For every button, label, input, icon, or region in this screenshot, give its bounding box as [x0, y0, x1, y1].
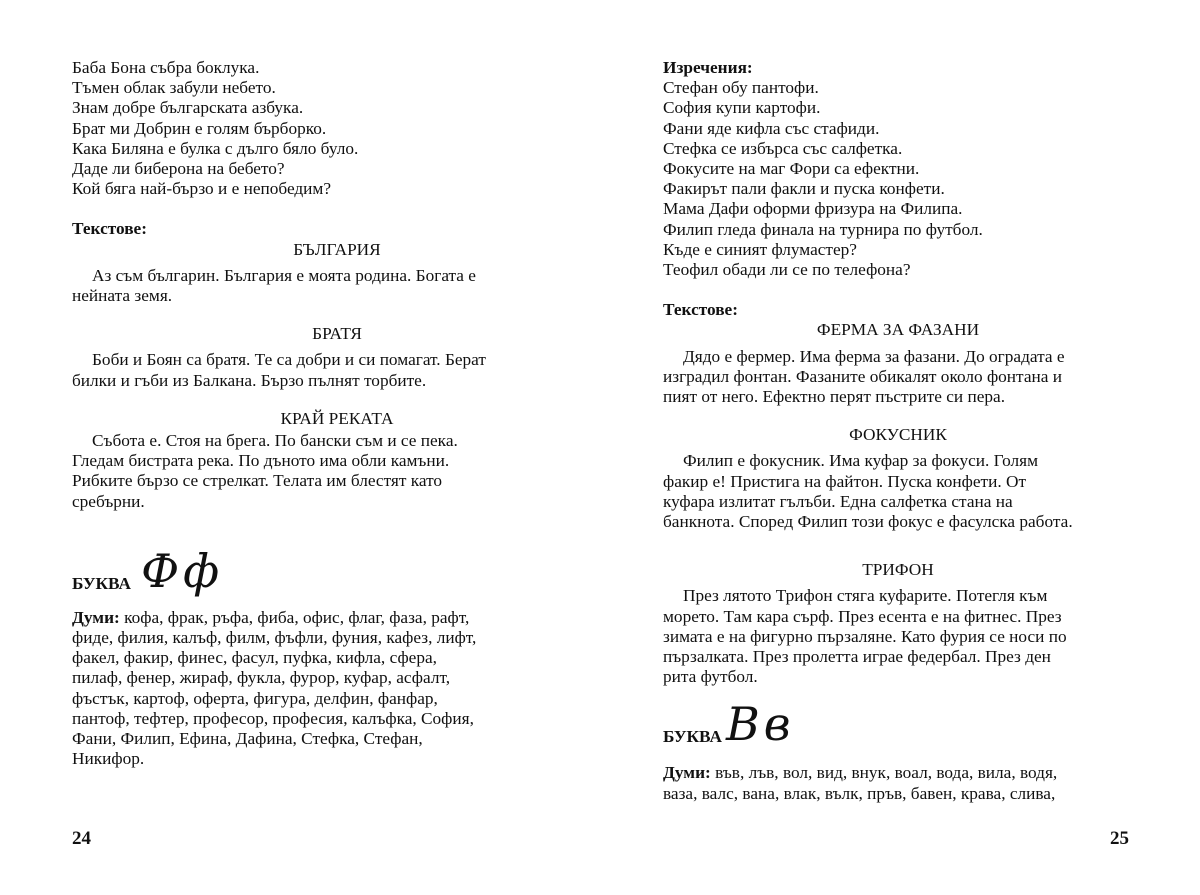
paragraph-line: пилаф, фенер, жираф, фукла, фурор, куфар, асфалт,: [72, 668, 451, 688]
words-text: във, лъв, вол, вид, внук, воал, вода, вила, водя,: [715, 763, 1058, 783]
sentence: Мама Дафи оформи фризура на Филипа.: [663, 199, 963, 219]
sentence: Фани яде кифла със стафиди.: [663, 118, 880, 138]
paragraph-line: Рибките бързо се стрелкат. Телата им блестят като: [72, 471, 443, 491]
sentence: Фокусите на маг Фори са ефектни.: [663, 159, 920, 179]
sentence: Стефан обу пантофи.: [663, 78, 819, 98]
letter-block: [72, 538, 602, 596]
text-title: ТРИФОН: [862, 560, 934, 580]
paragraph-line: зимата е на фигурно пързаляне. Като фурия се носи по: [663, 626, 1067, 646]
right-page-content: [663, 58, 1133, 804]
paragraph-line: рита футбол.: [663, 667, 758, 687]
words-block: [663, 763, 1133, 803]
text-title: БРАТЯ: [312, 324, 362, 344]
text-paragraph: [663, 347, 1133, 408]
sentence: Филип гледа финала на турнира по футбол.: [663, 219, 983, 239]
paragraph-line: Дядо е фермер. Има ферма за фазани. До оградата е: [683, 346, 1065, 366]
sentence-list: [663, 78, 1133, 280]
sentence: София купи картофи.: [663, 98, 821, 118]
letter-label: БУКВА: [663, 727, 722, 747]
paragraph-line: През лятото Трифон стяга куфарите. Потегля към: [683, 586, 1048, 606]
sentence: Къде е синият флумастер?: [663, 239, 857, 259]
text-title: ФОКУСНИК: [849, 425, 947, 445]
handwritten-letter: Фф: [140, 543, 224, 598]
sentence: Даде ли биберона на бебето?: [72, 159, 285, 179]
paragraph-line: сребърни.: [72, 491, 145, 511]
paragraph-line: Гледам бистрата река. По дъното има обли камъни.: [72, 451, 450, 471]
paragraph-line: ваза, валс, вана, влак, вълк, пръв, бавен, крава, слива,: [663, 783, 1056, 803]
letter-block: [663, 691, 1133, 752]
text-paragraph: [663, 451, 1133, 532]
paragraph-line: фиде, филия, калъф, филм, фъфли, фуния, кафез, лифт,: [72, 628, 477, 648]
paragraph-line: Събота е. Стоя на брега. По бански съм и се пека.: [92, 431, 458, 451]
sentence: Знам добре българската азбука.: [72, 98, 304, 118]
text-title: КРАЙ РЕКАТА: [280, 408, 394, 428]
paragraph-line: изградил фонтан. Фазаните обикалят около фонтана и: [663, 366, 1062, 386]
text-paragraph: [72, 266, 602, 306]
sentence: Факирът пали факли и пуска конфети.: [663, 179, 945, 199]
sayings-heading: Изречения:: [663, 58, 753, 77]
paragraph-line: пантоф, тефтер, професор, професия, калъфка, София,: [72, 708, 474, 728]
paragraph-line: [72, 608, 602, 628]
sentence: Кака Биляна е булка с дълго бяло було.: [72, 138, 359, 158]
sentence: Брат ми Добрин е голям бърборко.: [72, 118, 327, 138]
paragraph-line: Никифор.: [72, 749, 145, 769]
words-block: [72, 608, 602, 770]
sentence: Кой бяга най-бързо и е непобедим?: [72, 179, 332, 199]
words-label: Думи:: [663, 763, 711, 783]
paragraph-line: Боби и Боян са братя. Те са добри и си помагат. Берат: [92, 350, 486, 370]
text-title: ФЕРМА ЗА ФАЗАНИ: [816, 320, 980, 340]
text-title: БЪЛГАРИЯ: [293, 239, 381, 259]
sentence: Тъмен облак забули небето.: [72, 78, 276, 98]
paragraph-line: фъстък, картоф, оферта, фигура, делфин, фанфар,: [72, 688, 438, 708]
text-paragraph: [72, 350, 602, 390]
letter-label: БУКВА: [72, 573, 131, 593]
paragraph-line: куфара излитат гълъби. Една салфетка стана на: [663, 491, 1013, 511]
page-number: 24: [72, 828, 91, 849]
paragraph-line: факир е! Пристига на файтон. Пуска конфети. От: [663, 471, 1027, 491]
texts-heading: Текстове:: [663, 300, 738, 320]
paragraph-line: факел, факир, финес, фасул, пуфка, кифла, сфера,: [72, 648, 437, 668]
paragraph-line: нейната земя.: [72, 286, 173, 306]
paragraph-line: пият от него. Ефектно перят пъстрите си пера.: [663, 387, 1006, 407]
words-text: кофа, фрак, ръфа, фиба, офис, флаг, фаза, рафт,: [124, 607, 470, 627]
paragraph-line: Аз съм българин. България е моята родина. Богата е: [92, 265, 476, 285]
paragraph-line: пързалката. През пролетта играе федербал. През ден: [663, 647, 1051, 667]
text-paragraph: [663, 586, 1133, 687]
left-page-content: [72, 58, 602, 769]
words-label: Думи:: [72, 607, 120, 627]
sentence-list: [72, 58, 602, 199]
paragraph-line: [663, 763, 1133, 783]
texts-heading: Текстове:: [72, 219, 147, 239]
sentence: Теофил обади ли се по телефона?: [663, 260, 911, 280]
paragraph-line: морето. Там кара сърф. През есента е на фитнес. През: [663, 606, 1062, 626]
handwritten-letter: Вв: [725, 697, 795, 752]
paragraph-line: билки и гъби из Балкана. Бързо пълнят торбите.: [72, 370, 427, 390]
left-page: [72, 0, 602, 895]
page-number: 25: [1110, 828, 1129, 849]
paragraph-line: Филип е фокусник. Има куфар за фокуси. Голям: [683, 451, 1039, 471]
sentence: Баба Бона събра боклука.: [72, 58, 260, 77]
paragraph-line: банкнота. Според Филип този фокус е фасулска работа.: [663, 512, 1073, 532]
right-page: [663, 0, 1133, 895]
paragraph-line: Фани, Филип, Ефина, Дафина, Стефка, Стефан,: [72, 729, 423, 749]
sentence: Стефка се избърса със салфетка.: [663, 138, 903, 158]
text-paragraph: [72, 431, 602, 512]
